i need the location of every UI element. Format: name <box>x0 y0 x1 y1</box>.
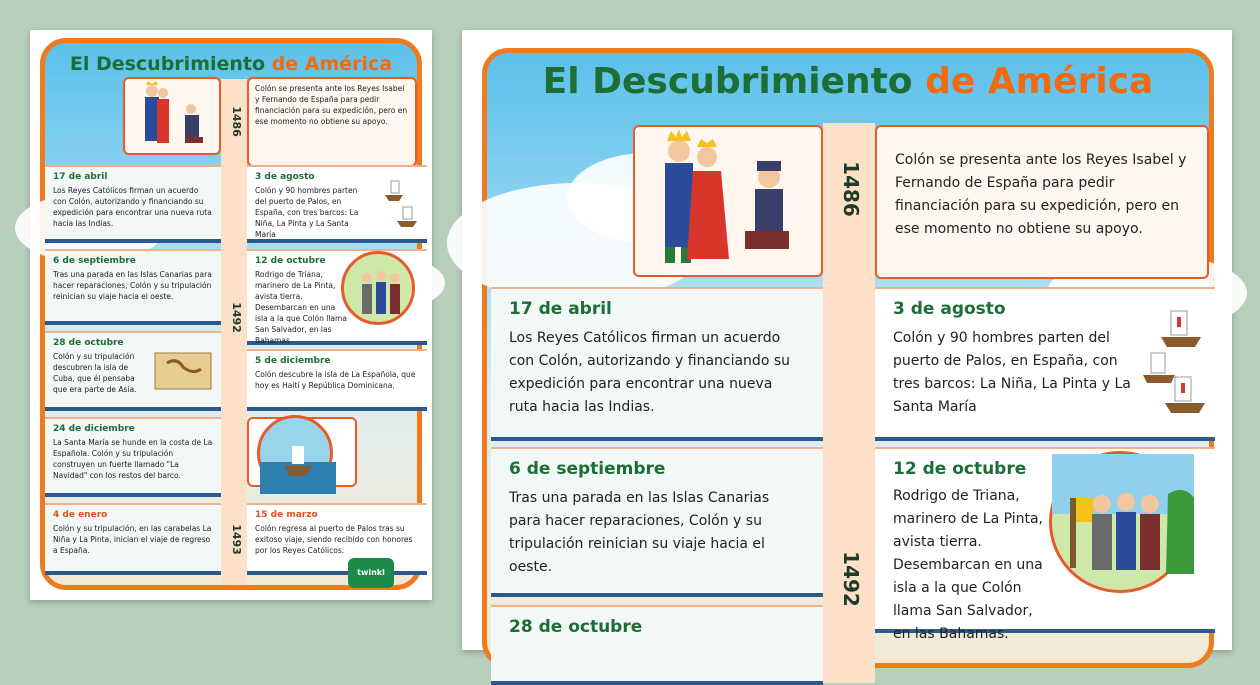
large-year-1486: 1486 <box>838 161 863 217</box>
small-year-1486: 1486 <box>229 106 243 137</box>
large-card-6-septiembre: 6 de septiembre Tras una parada en las Islas Canarias para hacer reparaciones, Colón y su tripulación reinician su viaje hacia el oeste. <box>491 447 823 597</box>
large-poster <box>462 30 1232 650</box>
small-card-24-diciembre: 24 de diciembre La Santa María se hunde en la costa de La Española. Colón y su tripulación construyen un fuerte llamado "La Navidad" con los restos del barco. <box>45 417 221 497</box>
large-card-image-kings <box>633 125 823 277</box>
small-poster <box>30 30 432 600</box>
small-title: El Descubrimiento de América <box>69 53 393 75</box>
small-card-1486: Colón se presenta ante los Reyes Isabel y Fernando de España para pedir financiación para su expedición, pero en ese momento no obtiene su apoyo. <box>247 77 417 167</box>
twinkl-logo: twinkl <box>348 558 394 588</box>
small-poster-frame <box>40 38 422 590</box>
small-card-15-marzo: 15 de marzo Colón regresa al puerto de Palos tras su exitoso viaje, siendo recibido con honores por los Reyes Católicos. <box>247 503 427 575</box>
small-year-1492: 1492 <box>229 302 243 333</box>
ships-illustration <box>1141 303 1207 421</box>
small-card-3-agosto: 3 de agosto Colón y 90 hombres parten del puerto de Palos, en España, con tres barcos: La Niña, La Pinta y La Santa María <box>247 165 427 243</box>
large-card-3-agosto: 3 de agosto Colón y 90 hombres parten del puerto de Palos, en España, con tres barcos: La Niña, La Pinta y La Santa María <box>875 287 1215 441</box>
large-year-1492: 1492 <box>838 551 863 607</box>
small-shipwreck-image <box>257 415 333 491</box>
small-card-image-kings <box>123 77 221 155</box>
small-year-1493: 1493 <box>229 524 243 555</box>
small-card-6-septiembre: 6 de septiembre Tras una parada en las Islas Canarias para hacer reparaciones, Colón y su tripulación reinician su viaje hacia el oeste. <box>45 249 221 325</box>
kings-illustration <box>635 127 821 275</box>
large-card-1486: Colón se presenta ante los Reyes Isabel y Fernando de España para pedir financiación para su expedición, pero en ese momento no obtiene su apoyo. <box>875 125 1209 279</box>
large-poster-frame <box>482 48 1214 668</box>
large-title: El Descubrimiento de América <box>542 61 1154 102</box>
map-illustration <box>153 349 213 393</box>
large-landing-image <box>1049 451 1191 593</box>
small-card-12-octubre: 12 de octubre Rodrigo de Triana, marinero de La Pinta, avista tierra. Desembarcan en una isla a la que Colón llama San Salvador, en las Bahamas. <box>247 249 427 345</box>
small-card-17-abril: 17 de abril Los Reyes Católicos firman un acuerdo con Colón, autorizando y financiando su expedición para encontrar una nueva ruta hacia las Indias. <box>45 165 221 243</box>
small-landing-image <box>341 251 415 325</box>
ships-illustration <box>381 177 421 233</box>
small-card-5-diciembre: 5 de diciembre Colón descubre la isla de La Española, que hoy es Haití y República Dominicana. <box>247 349 427 411</box>
small-card-4-enero: 4 de enero Colón y su tripulación, en las carabelas La Niña y La Pinta, inician el viaje de regreso a España. <box>45 503 221 575</box>
kings-illustration <box>125 79 221 155</box>
small-card-28-octubre: 28 de octubre Colón y su tripulación descubren la isla de Cuba, que él pensaba que era parte de Asia. <box>45 331 221 411</box>
large-card-12-octubre: 12 de octubre Rodrigo de Triana, marinero de La Pinta, avista tierra. Desembarcan en una isla a la que Colón llama San Salvador, en las Bahamas. <box>875 447 1215 633</box>
large-card-28-octubre: 28 de octubre <box>491 605 823 685</box>
large-card-17-abril: 17 de abril Los Reyes Católicos firman un acuerdo con Colón, autorizando y financiando su expedición para encontrar una nueva ruta hacia las Indias. <box>491 287 823 441</box>
